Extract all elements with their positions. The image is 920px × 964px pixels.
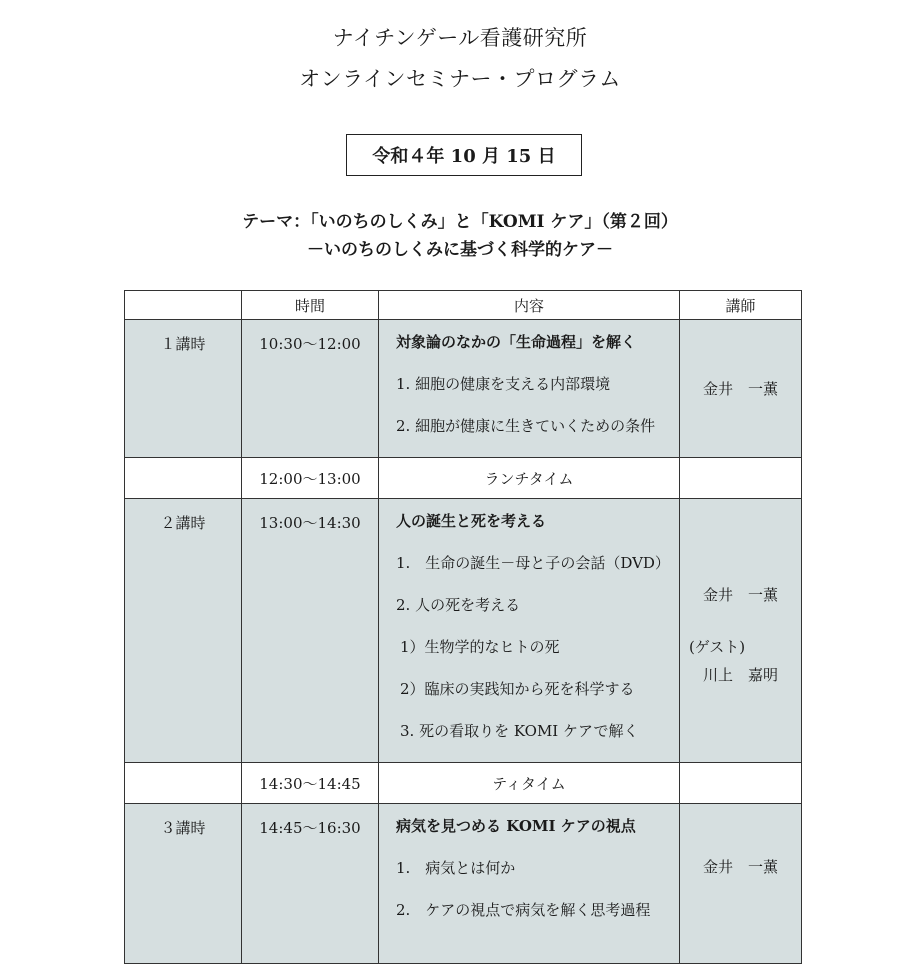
list-item: 2. 人の死を考える <box>396 596 521 614</box>
institute-title: ナイチンゲール看護研究所 <box>332 26 588 50</box>
break-empty <box>680 458 802 499</box>
table-header-row <box>125 291 802 320</box>
table-row-tea <box>125 763 802 804</box>
instructor-name: 金井 一薫 <box>702 586 778 604</box>
break-label: ティタイム <box>379 763 680 804</box>
list-item: 2）臨床の実践知から死を科学する <box>400 680 635 698</box>
list-item: 1）生物学的なヒトの死 <box>400 638 560 656</box>
list-item: 2. ケアの視点で病気を解く思考過程 <box>396 901 651 919</box>
instructor-name: 金井 一薫 <box>702 858 778 876</box>
break-label: ランチタイム <box>379 458 680 499</box>
lecture-content <box>379 499 680 763</box>
header-instructor: 講師 <box>680 291 802 320</box>
header-time: 時間 <box>242 291 379 320</box>
table-row-session3 <box>125 804 802 964</box>
break-empty <box>125 763 242 804</box>
lecture-number: ３講時 <box>125 804 242 964</box>
lecture-heading: 人の誕生と死を考える <box>396 512 547 530</box>
list-item: 1. 生命の誕生－母と子の会話（DVD） <box>396 554 670 572</box>
list-item: 3. 死の看取りを KOMI ケアで解く <box>400 722 639 740</box>
theme-subtitle: －いのちのしくみに基づく科学的ケア－ <box>307 240 613 260</box>
list-item: 1. 病気とは何か <box>396 859 516 877</box>
lecture-instructor <box>680 804 802 964</box>
lecture-time: 13:00～14:30 <box>242 499 379 763</box>
break-empty <box>680 763 802 804</box>
lecture-number: ２講時 <box>125 499 242 763</box>
theme-title: テーマ：「いのちのしくみ」と「KOMI ケア」（第２回） <box>242 212 678 232</box>
lecture-content <box>379 804 680 964</box>
list-item: 2. 細胞が健康に生きていくための条件 <box>396 417 656 435</box>
table-row-session1 <box>125 320 802 458</box>
lecture-heading: 病気を見つめる KOMI ケアの視点 <box>396 817 636 835</box>
program-title: オンラインセミナー・プログラム <box>299 67 621 91</box>
lecture-instructor <box>680 499 802 763</box>
list-item: 1. 細胞の健康を支える内部環境 <box>396 375 611 393</box>
lecture-number: １講時 <box>125 320 242 458</box>
lecture-instructor <box>680 320 802 458</box>
lecture-time: 10:30～12:00 <box>242 320 379 458</box>
guest-label: (ゲスト) <box>689 638 746 656</box>
lecture-heading: 対象論のなかの「生命過程」を解く <box>396 333 637 351</box>
instructor-name: 金井 一薫 <box>702 380 778 398</box>
guest-name: 川上 嘉明 <box>702 666 778 684</box>
seminar-date: 令和４年 10 月 15 日 <box>346 134 582 176</box>
table-row-lunch <box>125 458 802 499</box>
break-time: 12:00～13:00 <box>242 458 379 499</box>
header-content: 内容 <box>379 291 680 320</box>
lecture-time: 14:45～16:30 <box>242 804 379 964</box>
lecture-content <box>379 320 680 458</box>
table-row-session2 <box>125 499 802 763</box>
break-time: 14:30～14:45 <box>242 763 379 804</box>
header-lecture <box>125 291 242 320</box>
schedule-table <box>124 290 802 964</box>
break-empty <box>125 458 242 499</box>
